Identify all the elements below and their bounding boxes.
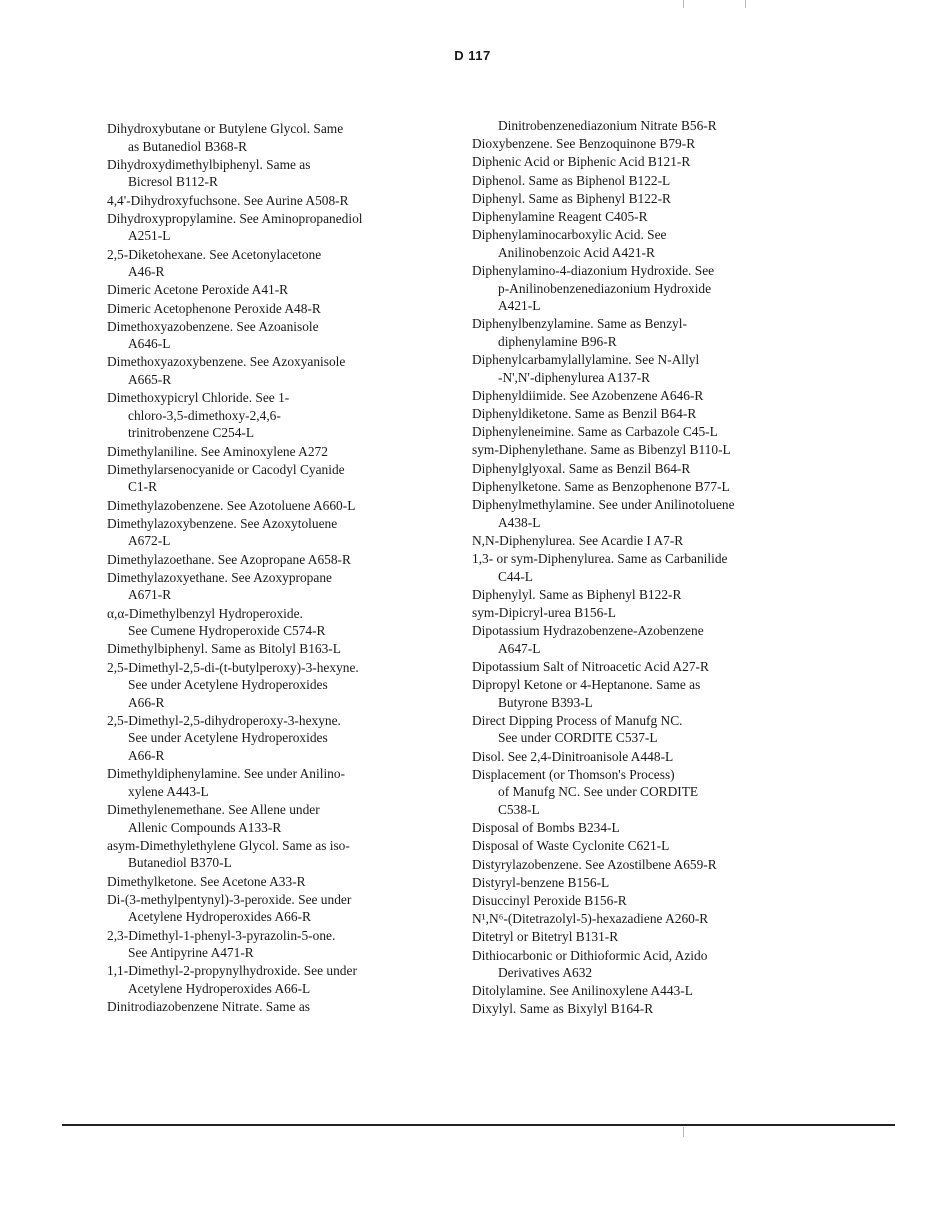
- index-entry-continuation: C44-L: [498, 568, 533, 584]
- index-entry-continuation: trinitrobenzene C254-L: [128, 425, 255, 441]
- index-entry: [472, 262, 822, 315]
- index-entry-term: asym-Dimethylethylene Glycol. Same as iso-: [107, 837, 350, 853]
- index-entry: [472, 658, 822, 676]
- index-entry-term: Diphenylyl. Same as Biphenyl B122-R: [472, 586, 682, 602]
- index-entry-term: Dimethylazoxyethane. See Azoxypropane: [107, 569, 332, 585]
- index-entry-term: Dipotassium Salt of Nitroacetic Acid A27-R: [472, 658, 709, 674]
- index-entry: [472, 387, 822, 405]
- index-entry: [472, 982, 822, 1000]
- index-entry-term: Dimethylaniline. See Aminoxylene A272: [107, 443, 328, 459]
- index-entry: [107, 765, 442, 800]
- index-entry-term: Dimethylarsenocyanide or Cacodyl Cyanide: [107, 461, 345, 477]
- index-entry-term: Diphenylketone. Same as Benzophenone B77-L: [472, 478, 730, 494]
- index-entry: [107, 300, 442, 318]
- index-entry-term: Diphenyleneimine. Same as Carbazole C45-L: [472, 424, 718, 440]
- index-entry-continuation: A66-R: [128, 694, 165, 710]
- index-entry: [472, 405, 822, 423]
- index-entry: [107, 192, 442, 210]
- index-entry: [472, 208, 822, 226]
- scan-tick-bottom: [683, 1127, 684, 1137]
- index-entry-continuation: Butyrone B393-L: [498, 694, 593, 710]
- index-entry: [107, 353, 442, 388]
- index-entry-term: Disuccinyl Peroxide B156-R: [472, 892, 627, 908]
- index-entry-continuation: C1-R: [128, 479, 158, 495]
- index-entry-term: Dipotassium Hydrazobenzene-Azobenzene: [472, 623, 704, 639]
- index-entry-term: Diphenyldiimide. See Azobenzene A646-R: [472, 387, 704, 403]
- index-entry-continuation: A672-L: [128, 533, 171, 549]
- index-entry: [472, 190, 822, 208]
- index-entry-continuation: See Cumene Hydroperoxide C574-R: [128, 623, 326, 639]
- index-entry-term: Diphenylcarbamylallylamine. See N-Allyl: [472, 352, 700, 368]
- index-entry: [472, 892, 822, 910]
- index-entry: [472, 315, 822, 350]
- bottom-rule: [62, 1124, 895, 1126]
- index-entry-continuation: A665-R: [128, 372, 172, 388]
- scan-tick-top-1: [683, 0, 684, 8]
- index-entry-term: Disol. See 2,4-Dinitroanisole A448-L: [472, 748, 674, 764]
- index-entry-continuation: Bicresol B112-R: [128, 174, 218, 190]
- index-entry-continuation: See under Acetylene Hydroperoxides: [128, 677, 328, 693]
- index-entry: [472, 819, 822, 837]
- index-entry: [107, 156, 442, 191]
- index-entry: [107, 281, 442, 299]
- index-entry: [107, 962, 442, 997]
- index-entry-continuation: A46-R: [128, 264, 165, 280]
- index-entry-term: 4,4'-Dihydroxyfuchsone. See Aurine A508-R: [107, 192, 349, 208]
- index-entry-term: Ditetryl or Bitetryl B131-R: [472, 929, 619, 945]
- index-entry-term: Dimeric Acetone Peroxide A41-R: [107, 282, 289, 298]
- index-entry-term: Dihydroxybutane or Butylene Glycol. Same: [107, 121, 344, 136]
- index-entry: [107, 443, 442, 461]
- index-entry: [472, 604, 822, 622]
- index-entry: [472, 153, 822, 171]
- index-entry: [107, 873, 442, 891]
- index-entry-continuation: p-Anilinobenzenediazonium Hydroxide: [498, 280, 712, 296]
- index-entry-continuation: See under CORDITE C537-L: [498, 730, 658, 746]
- index-entry-term: Dimethoxyazobenzene. See Azoanisole: [107, 318, 319, 334]
- index-entry-term: Dimethyldiphenylamine. See under Anilino-: [107, 766, 346, 782]
- index-entry: [472, 117, 822, 135]
- index-entry-term: Dihydroxypropylamine. See Aminopropanediol: [107, 210, 363, 226]
- index-entry: [107, 497, 442, 515]
- index-entry-continuation: Butanediol B370-L: [128, 855, 232, 871]
- index-entry-continuation: A647-L: [498, 640, 541, 656]
- index-entry-continuation: A438-L: [498, 514, 541, 530]
- index-entry: [107, 659, 442, 712]
- index-entry: [472, 837, 822, 855]
- index-entry-continuation: xylene A443-L: [128, 783, 209, 799]
- index-entry-term: Dimethoxypicryl Chloride. See 1-: [107, 390, 290, 406]
- index-entry: [472, 676, 822, 711]
- index-entry-continuation: C538-L: [498, 802, 540, 817]
- index-entry-term: 2,5-Diketohexane. See Acetonylacetone: [107, 246, 322, 262]
- index-entry-term: Diphenyldiketone. Same as Benzil B64-R: [472, 406, 697, 422]
- index-entry-term: Disposal of Bombs B234-L: [472, 820, 620, 836]
- index-entry: [107, 515, 442, 550]
- index-entry: [107, 210, 442, 245]
- index-entry-term: Distyrylazobenzene. See Azostilbene A659-R: [472, 856, 717, 872]
- index-entry: [107, 569, 442, 604]
- index-entry: [472, 748, 822, 766]
- index-entry-term: Ditolylamine. See Anilinoxylene A443-L: [472, 983, 693, 999]
- index-entry-term: Dimeric Acetophenone Peroxide A48-R: [107, 300, 321, 316]
- index-entry-continuation: chloro-3,5-dimethoxy-2,4,6-: [128, 407, 281, 423]
- index-entry-term: Diphenylamino-4-diazonium Hydroxide. See: [472, 262, 715, 278]
- index-entry: [472, 532, 822, 550]
- index-entry-term: Dixylyl. Same as Bixylyl B164-R: [472, 1001, 654, 1017]
- index-entry-term: Dioxybenzene. See Benzoquinone B79-R: [472, 136, 696, 152]
- index-entry: [472, 226, 822, 261]
- index-entry-continuation: See under Acetylene Hydroperoxides: [128, 730, 328, 746]
- index-entry: [107, 927, 442, 962]
- index-entry-term: Dithiocarbonic or Dithioformic Acid, Azido: [472, 947, 708, 963]
- index-entry-term: Disposal of Waste Cyclonite C621-L: [472, 838, 670, 854]
- index-entry: [107, 801, 442, 836]
- index-entry: [472, 441, 822, 459]
- index-entry: [472, 712, 822, 747]
- index-entry-term: sym-Diphenylethane. Same as Bibenzyl B110-L: [472, 442, 731, 458]
- index-entry: [107, 120, 442, 155]
- index-column-left: [107, 120, 442, 1016]
- index-entry-term: Dimethoxyazoxybenzene. See Azoxyanisole: [107, 354, 346, 370]
- index-entry-term: α,α-Dimethylbenzyl Hydroperoxide.: [107, 605, 303, 621]
- index-entry: [472, 910, 822, 928]
- index-entry-continuation: -N',N'-diphenylurea A137-R: [498, 369, 651, 385]
- index-entry: [472, 586, 822, 604]
- index-entry: [472, 928, 822, 946]
- index-entry: [472, 172, 822, 190]
- index-entry-term: Dimethylbiphenyl. Same as Bitolyl B163-L: [107, 641, 341, 657]
- index-entry-continuation: See Antipyrine A471-R: [128, 945, 254, 961]
- index-entry: [472, 423, 822, 441]
- index-entry: [472, 947, 822, 982]
- page-header: D 117: [454, 48, 491, 63]
- index-entry-continuation: diphenylamine B96-R: [498, 333, 617, 349]
- index-entry-continuation: A646-L: [128, 336, 171, 352]
- index-entry-term: Displacement (or Thomson's Process): [472, 766, 675, 782]
- index-entry-continuation: Allenic Compounds A133-R: [128, 819, 282, 835]
- index-entry-term: Diphenylglyoxal. Same as Benzil B64-R: [472, 460, 691, 476]
- index-entry-term: Dinitrobenzenediazonium Nitrate B56-R: [498, 118, 717, 133]
- index-entry: [107, 461, 442, 496]
- index-entry-term: N¹,N⁶-(Ditetrazolyl-5)-hexazadiene A260-R: [472, 911, 709, 927]
- index-entry-term: Diphenylamine Reagent C405-R: [472, 208, 648, 224]
- index-entry: [472, 496, 822, 531]
- index-entry: [472, 550, 822, 585]
- index-entry-continuation: Anilinobenzoic Acid A421-R: [498, 244, 655, 260]
- index-entry: [107, 318, 442, 353]
- index-entry-term: Dimethylazoethane. See Azopropane A658-R: [107, 551, 351, 567]
- index-entry-continuation: A421-L: [498, 298, 541, 314]
- index-entry-continuation: of Manufg NC. See under CORDITE: [498, 784, 699, 800]
- index-entry-continuation: Acetylene Hydroperoxides A66-R: [128, 909, 311, 925]
- index-entry-term: Dinitrodiazobenzene Nitrate. Same as: [107, 999, 311, 1015]
- index-entry-term: Diphenylmethylamine. See under Anilinotoluene: [472, 496, 735, 512]
- index-entry-continuation: A671-R: [128, 587, 172, 603]
- index-entry: [472, 1000, 822, 1018]
- index-entry-term: Dimethylazobenzene. See Azotoluene A660-L: [107, 497, 356, 513]
- index-entry: [107, 998, 442, 1016]
- index-entry-term: Diphenyl. Same as Biphenyl B122-R: [472, 190, 671, 206]
- index-entry: [107, 389, 442, 442]
- index-entry-continuation: Derivatives A632: [498, 965, 593, 981]
- index-entry: [472, 622, 822, 657]
- index-entry-continuation: Acetylene Hydroperoxides A66-L: [128, 980, 311, 996]
- index-entry: [107, 640, 442, 658]
- index-entry-term: Dipropyl Ketone or 4-Heptanone. Same as: [472, 677, 701, 693]
- index-entry-term: sym-Dipicryl-urea B156-L: [472, 604, 616, 620]
- index-entry: [107, 605, 442, 640]
- index-entry-term: Dimethylazoxybenzene. See Azoxytoluene: [107, 515, 338, 531]
- index-entry: [107, 837, 442, 872]
- index-entry-term: Diphenylaminocarboxylic Acid. See: [472, 227, 667, 243]
- index-entry-term: Diphenic Acid or Biphenic Acid B121-R: [472, 154, 691, 170]
- index-entry-term: 2,5-Dimethyl-2,5-di-(t-butylperoxy)-3-hexyne.: [107, 659, 359, 675]
- index-entry-term: 2,3-Dimethyl-1-phenyl-3-pyrazolin-5-one.: [107, 927, 336, 943]
- index-entry: [472, 856, 822, 874]
- index-entry-term: Dimethylenemethane. See Allene under: [107, 802, 320, 818]
- scan-tick-top-2: [745, 0, 746, 8]
- index-entry: [107, 246, 442, 281]
- index-entry: [472, 478, 822, 496]
- index-entry: [472, 351, 822, 386]
- index-entry-continuation: A251-L: [128, 228, 171, 244]
- index-entry-continuation: as Butanediol B368-R: [128, 138, 248, 154]
- index-column-right: [472, 117, 822, 1019]
- index-entry-term: Diphenol. Same as Biphenol B122-L: [472, 172, 671, 188]
- index-entry: [472, 460, 822, 478]
- index-entry-term: Direct Dipping Process of Manufg NC.: [472, 712, 683, 728]
- index-entry: [472, 766, 822, 819]
- index-entry-term: Dimethylketone. See Acetone A33-R: [107, 873, 306, 889]
- index-entry-term: Distyryl-benzene B156-L: [472, 874, 610, 890]
- index-entry: [107, 712, 442, 765]
- index-entry: [107, 551, 442, 569]
- index-entry-term: Diphenylbenzylamine. Same as Benzyl-: [472, 316, 687, 332]
- index-entry: [472, 135, 822, 153]
- index-entry-continuation: A66-R: [128, 748, 165, 764]
- index-entry-term: Dihydroxydimethylbiphenyl. Same as: [107, 156, 311, 172]
- index-entry-term: 2,5-Dimethyl-2,5-dihydroperoxy-3-hexyne.: [107, 712, 341, 728]
- index-entry: [107, 891, 442, 926]
- index-entry: [472, 874, 822, 892]
- index-entry-term: 1,3- or sym-Diphenylurea. Same as Carbanilide: [472, 550, 728, 566]
- index-entry-term: N,N-Diphenylurea. See Acardie I A7-R: [472, 532, 684, 548]
- index-entry-term: 1,1-Dimethyl-2-propynylhydroxide. See under: [107, 963, 357, 979]
- index-entry-term: Di-(3-methylpentynyl)-3-peroxide. See under: [107, 891, 352, 907]
